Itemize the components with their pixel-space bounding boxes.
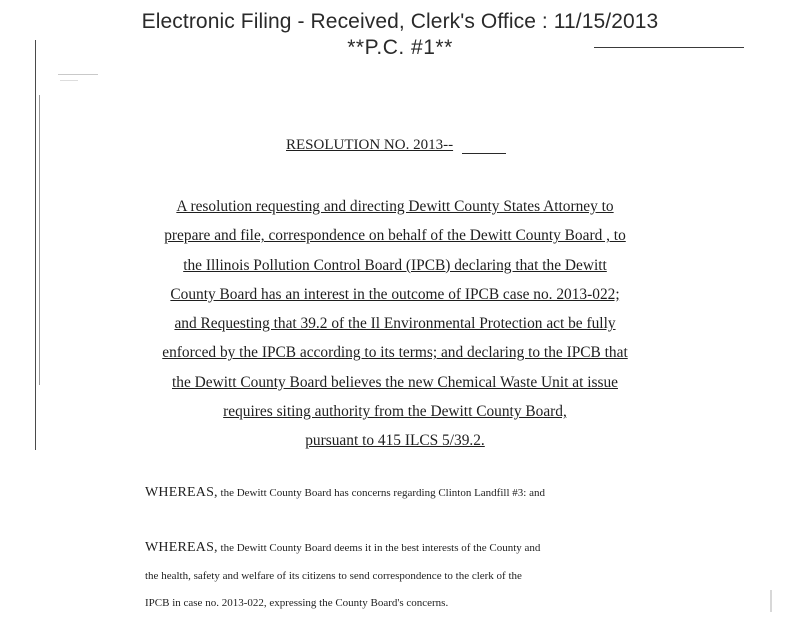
summary-line: A resolution requesting and directing Dewitt County States Attorney to — [176, 198, 614, 215]
whereas-text: the Dewitt County Board has concerns regarding Clinton Landfill #3: and — [217, 487, 545, 499]
whereas-text: the Dewitt County Board deems it in the best interests of the County and — [217, 542, 541, 554]
filing-stamp: Electronic Filing - Received, Clerk's Office : 11/15/2013 — [141, 10, 659, 33]
summary-line: the Illinois Pollution Control Board (IPCB) declaring that the Dewitt — [183, 256, 607, 274]
summary-line: and Requesting that 39.2 of the Il Environmental Protection act be fully — [174, 315, 616, 333]
left-margin-rule-secondary — [39, 95, 40, 385]
summary-line: the Dewitt County Board believes the new Chemical Waste Unit at issue — [172, 373, 618, 391]
scan-artifact — [770, 590, 772, 612]
resolution-number-blank — [462, 153, 506, 154]
summary-line: prepare and file, correspondence on behalf of the Dewitt County Board , to — [164, 227, 626, 245]
whereas-lead: WHEREAS, — [145, 540, 218, 555]
header-rule — [594, 47, 744, 48]
summary-line: enforced by the IPCB according to its terms; and declaring to the IPCB that — [162, 344, 628, 362]
scan-artifact — [60, 80, 78, 81]
whereas-continuation: IPCB in case no. 2013-022, expressing the County Board's concerns. — [145, 597, 449, 609]
summary-line: pursuant to 415 ILCS 5/39.2. — [305, 432, 485, 450]
scan-artifact — [58, 74, 98, 75]
left-margin-rule — [35, 40, 36, 450]
summary-line: County Board has an interest in the outcome of IPCB case no. 2013-022; — [170, 285, 620, 303]
pc-number-stamp: **P.C. #1** — [347, 36, 453, 59]
whereas-clause — [145, 541, 665, 555]
whereas-continuation: the health, safety and welfare of its citizens to send correspondence to the clerk of the — [145, 570, 522, 582]
resolution-summary — [90, 198, 700, 462]
whereas-lead: WHEREAS, — [145, 485, 218, 500]
summary-line: requires siting authority from the Dewitt County Board, — [223, 403, 567, 421]
resolution-title: RESOLUTION NO. 2013-- — [286, 137, 454, 153]
whereas-clause — [145, 486, 665, 500]
